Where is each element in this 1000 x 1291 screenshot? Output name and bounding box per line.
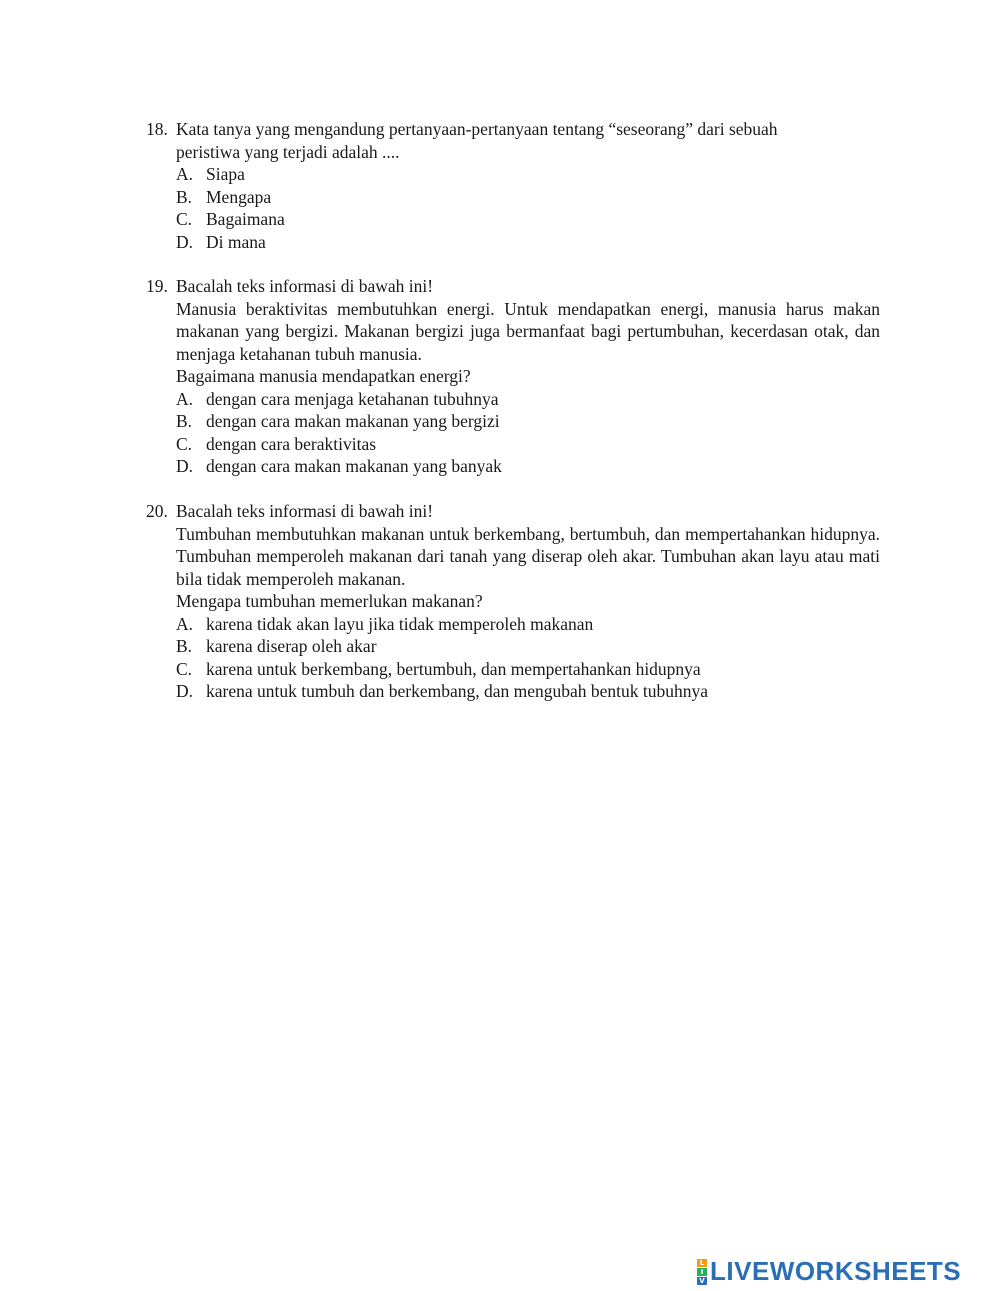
question-18 — [146, 118, 880, 253]
option-c — [176, 433, 880, 456]
option-a — [176, 163, 880, 186]
option-text: karena untuk tumbuh dan berkembang, dan mengubah bentuk tubuhnya — [206, 681, 709, 701]
option-letter: C. — [176, 658, 193, 679]
option-letter: C. — [176, 433, 193, 454]
option-d — [176, 231, 880, 254]
option-text: dengan cara makan makanan yang banyak — [206, 456, 502, 476]
logo-text: LIVEWORKSHEETS — [710, 1256, 962, 1286]
option-letter: A. — [176, 388, 194, 409]
option-a — [176, 613, 880, 636]
question-instruction: Bacalah teks informasi di bawah ini! — [176, 276, 434, 296]
reading-passage: Manusia beraktivitas membutuhkan energi. Untuk mendapatkan energi, manusia harus makan makanan yang bergizi. Makanan bergizi juga bermanfaat bagi pertumbuhan, kecerdasan otak, dan menjaga ketahanan tubuh manusia. — [176, 298, 880, 364]
question-20-header — [146, 500, 880, 523]
option-text: dengan cara menjaga ketahanan tubuhnya — [206, 388, 499, 409]
question-18-header — [146, 118, 880, 141]
option-text: Bagaimana — [206, 209, 285, 229]
option-text: dengan cara makan makanan yang bergizi — [206, 411, 500, 431]
option-d — [176, 455, 880, 478]
logo-cubes-icon — [697, 1259, 707, 1285]
option-letter: D. — [176, 456, 194, 476]
option-letter: C. — [176, 209, 193, 229]
option-letter: B. — [176, 636, 193, 656]
option-text: karena tidak akan layu jika tidak memperoleh makanan — [206, 613, 594, 634]
reading-passage: Tumbuhan membutuhkan makanan untuk berkembang, bertumbuh, dan mempertahankan hidupnya. Tumbuhan memperoleh makanan dari tanah yang diserap oleh akar. Tumbuhan akan layu atau mati bila tidak memperoleh makanan. — [176, 523, 880, 589]
option-text: Siapa — [206, 164, 245, 184]
option-b — [176, 635, 880, 658]
question-text-continued: peristiwa yang terjadi adalah .... — [176, 141, 400, 162]
option-text: dengan cara beraktivitas — [206, 433, 377, 454]
question-19 — [146, 275, 880, 478]
logo-cube-v: V — [697, 1277, 707, 1285]
logo-cube-i: I — [697, 1268, 707, 1276]
option-d — [176, 680, 880, 703]
option-letter: B. — [176, 186, 193, 207]
question-text: Kata tanya yang mengandung pertanyaan-pertanyaan tentang “seseorang” dari sebuah — [176, 119, 778, 139]
question-number: 19. — [146, 276, 168, 296]
question-number: 18. — [146, 119, 168, 139]
option-text: Di mana — [206, 231, 266, 252]
logo-cube-l: L — [697, 1259, 707, 1267]
option-letter: A. — [176, 613, 194, 634]
option-text: Mengapa — [206, 186, 272, 207]
option-c — [176, 658, 880, 681]
option-text: karena diserap oleh akar — [206, 636, 377, 656]
question-prompt: Mengapa tumbuhan memerlukan makanan? — [176, 591, 483, 611]
option-c — [176, 208, 880, 231]
option-b — [176, 186, 880, 209]
option-a — [176, 388, 880, 411]
option-b — [176, 410, 880, 433]
option-letter: D. — [176, 231, 194, 252]
question-20 — [146, 500, 880, 703]
question-number: 20. — [146, 501, 168, 521]
liveworksheets-logo — [697, 1256, 961, 1287]
option-letter: B. — [176, 411, 193, 431]
option-letter: A. — [176, 164, 194, 184]
option-letter: D. — [176, 681, 194, 701]
question-prompt: Bagaimana manusia mendapatkan energi? — [176, 366, 471, 386]
question-instruction: Bacalah teks informasi di bawah ini! — [176, 501, 434, 521]
option-text: karena untuk berkembang, bertumbuh, dan mempertahankan hidupnya — [206, 658, 701, 679]
question-19-header — [146, 275, 880, 298]
